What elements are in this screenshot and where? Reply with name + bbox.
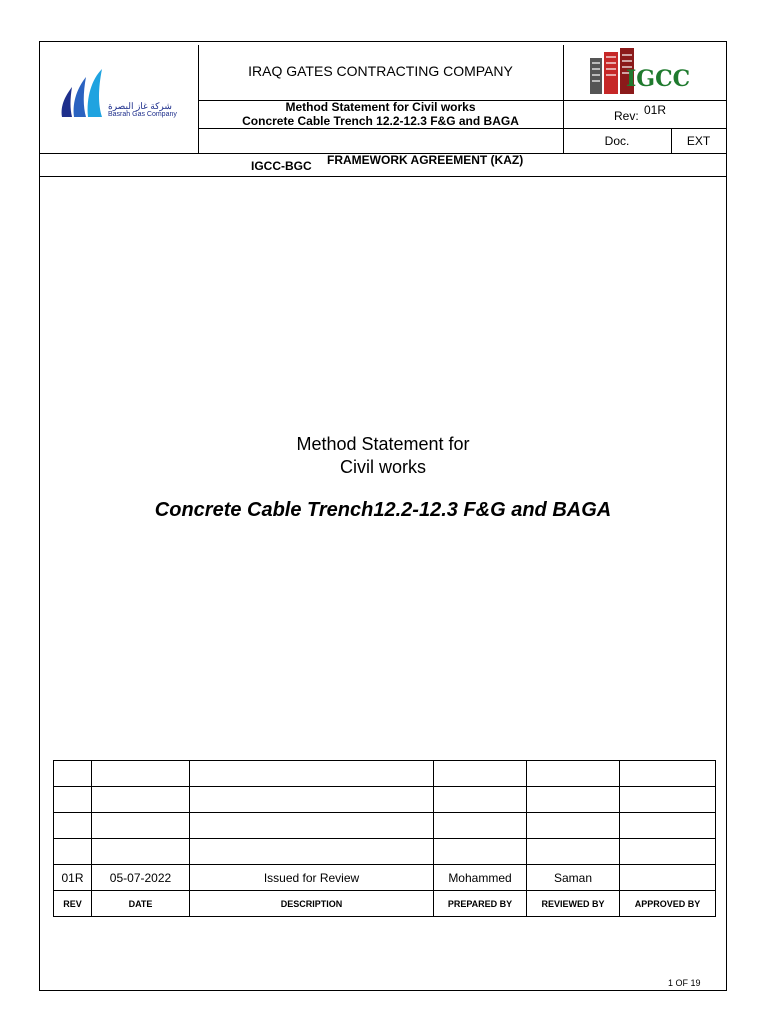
- header-line-2: [198, 128, 726, 129]
- cell-date: 05-07-2022: [92, 865, 190, 891]
- cell-prepared-by: Mohammed: [434, 865, 527, 891]
- cell-prepared-by: [434, 813, 527, 839]
- cell-rev: 01R: [54, 865, 92, 891]
- cell-rev: [54, 813, 92, 839]
- doc-value: EXT: [686, 134, 711, 148]
- cell-prepared-by: [434, 839, 527, 865]
- revision-table: [53, 760, 716, 917]
- table-row: [54, 787, 716, 813]
- main-title-line2: Civil works: [339, 457, 426, 477]
- header-divider-left: [198, 45, 199, 153]
- cell-approved-by: [620, 813, 716, 839]
- cell-approved-by: [620, 865, 716, 891]
- header-rev: REV: [54, 891, 92, 917]
- cell-reviewed-by: Saman: [527, 865, 620, 891]
- header-approved-by: APPROVED BY: [620, 891, 716, 917]
- cell-description: [190, 813, 434, 839]
- rev-label: Rev:: [614, 109, 639, 123]
- doc-title-line1: Method Statement for Civil works: [285, 100, 476, 114]
- basrah-gas-logo: [58, 65, 188, 125]
- header-description: DESCRIPTION: [190, 891, 434, 917]
- header-line-4: [39, 176, 727, 177]
- igcc-logo-text: IGCC: [626, 66, 691, 92]
- header-date: DATE: [92, 891, 190, 917]
- igcc-logo: [588, 48, 698, 98]
- cell-date: [92, 761, 190, 787]
- rev-value: 01R: [644, 103, 667, 117]
- cell-description: [190, 787, 434, 813]
- cell-reviewed-by: [527, 813, 620, 839]
- basrah-english-name: Basrah Gas Company: [108, 111, 177, 118]
- agreement-prefix: IGCC-BGC: [251, 159, 312, 173]
- main-subtitle: Concrete Cable Trench12.2-12.3 F&G and BAGA: [154, 499, 612, 521]
- page-number: 1 OF 19: [668, 978, 701, 988]
- cell-description: [190, 839, 434, 865]
- cell-rev: [54, 839, 92, 865]
- main-title-line1: Method Statement for: [296, 434, 470, 454]
- cell-reviewed-by: [527, 787, 620, 813]
- table-row: [54, 865, 716, 891]
- doc-label: Doc.: [604, 134, 630, 148]
- table-row: [54, 839, 716, 865]
- basrah-gas-logo-mark: [58, 65, 108, 121]
- cell-prepared-by: [434, 787, 527, 813]
- company-name: IRAQ GATES CONTRACTING COMPANY: [248, 63, 513, 79]
- agreement-title: FRAMEWORK AGREEMENT (KAZ): [327, 153, 524, 167]
- cell-date: [92, 787, 190, 813]
- cell-description: Issued for Review: [190, 865, 434, 891]
- basrah-arabic-name: شركة غاز البصرة: [108, 101, 172, 111]
- cell-approved-by: [620, 839, 716, 865]
- cell-approved-by: [620, 787, 716, 813]
- cell-reviewed-by: [527, 761, 620, 787]
- table-header-row: [54, 891, 716, 917]
- table-row: [54, 813, 716, 839]
- cell-date: [92, 839, 190, 865]
- doc-title-line2: Concrete Cable Trench 12.2-12.3 F&G and BAGA: [242, 114, 519, 128]
- table-row: [54, 761, 716, 787]
- cell-date: [92, 813, 190, 839]
- cell-prepared-by: [434, 761, 527, 787]
- cell-approved-by: [620, 761, 716, 787]
- cell-rev: [54, 761, 92, 787]
- cell-description: [190, 761, 434, 787]
- cell-reviewed-by: [527, 839, 620, 865]
- header-prepared-by: PREPARED BY: [434, 891, 527, 917]
- cell-rev: [54, 787, 92, 813]
- header-reviewed-by: REVIEWED BY: [527, 891, 620, 917]
